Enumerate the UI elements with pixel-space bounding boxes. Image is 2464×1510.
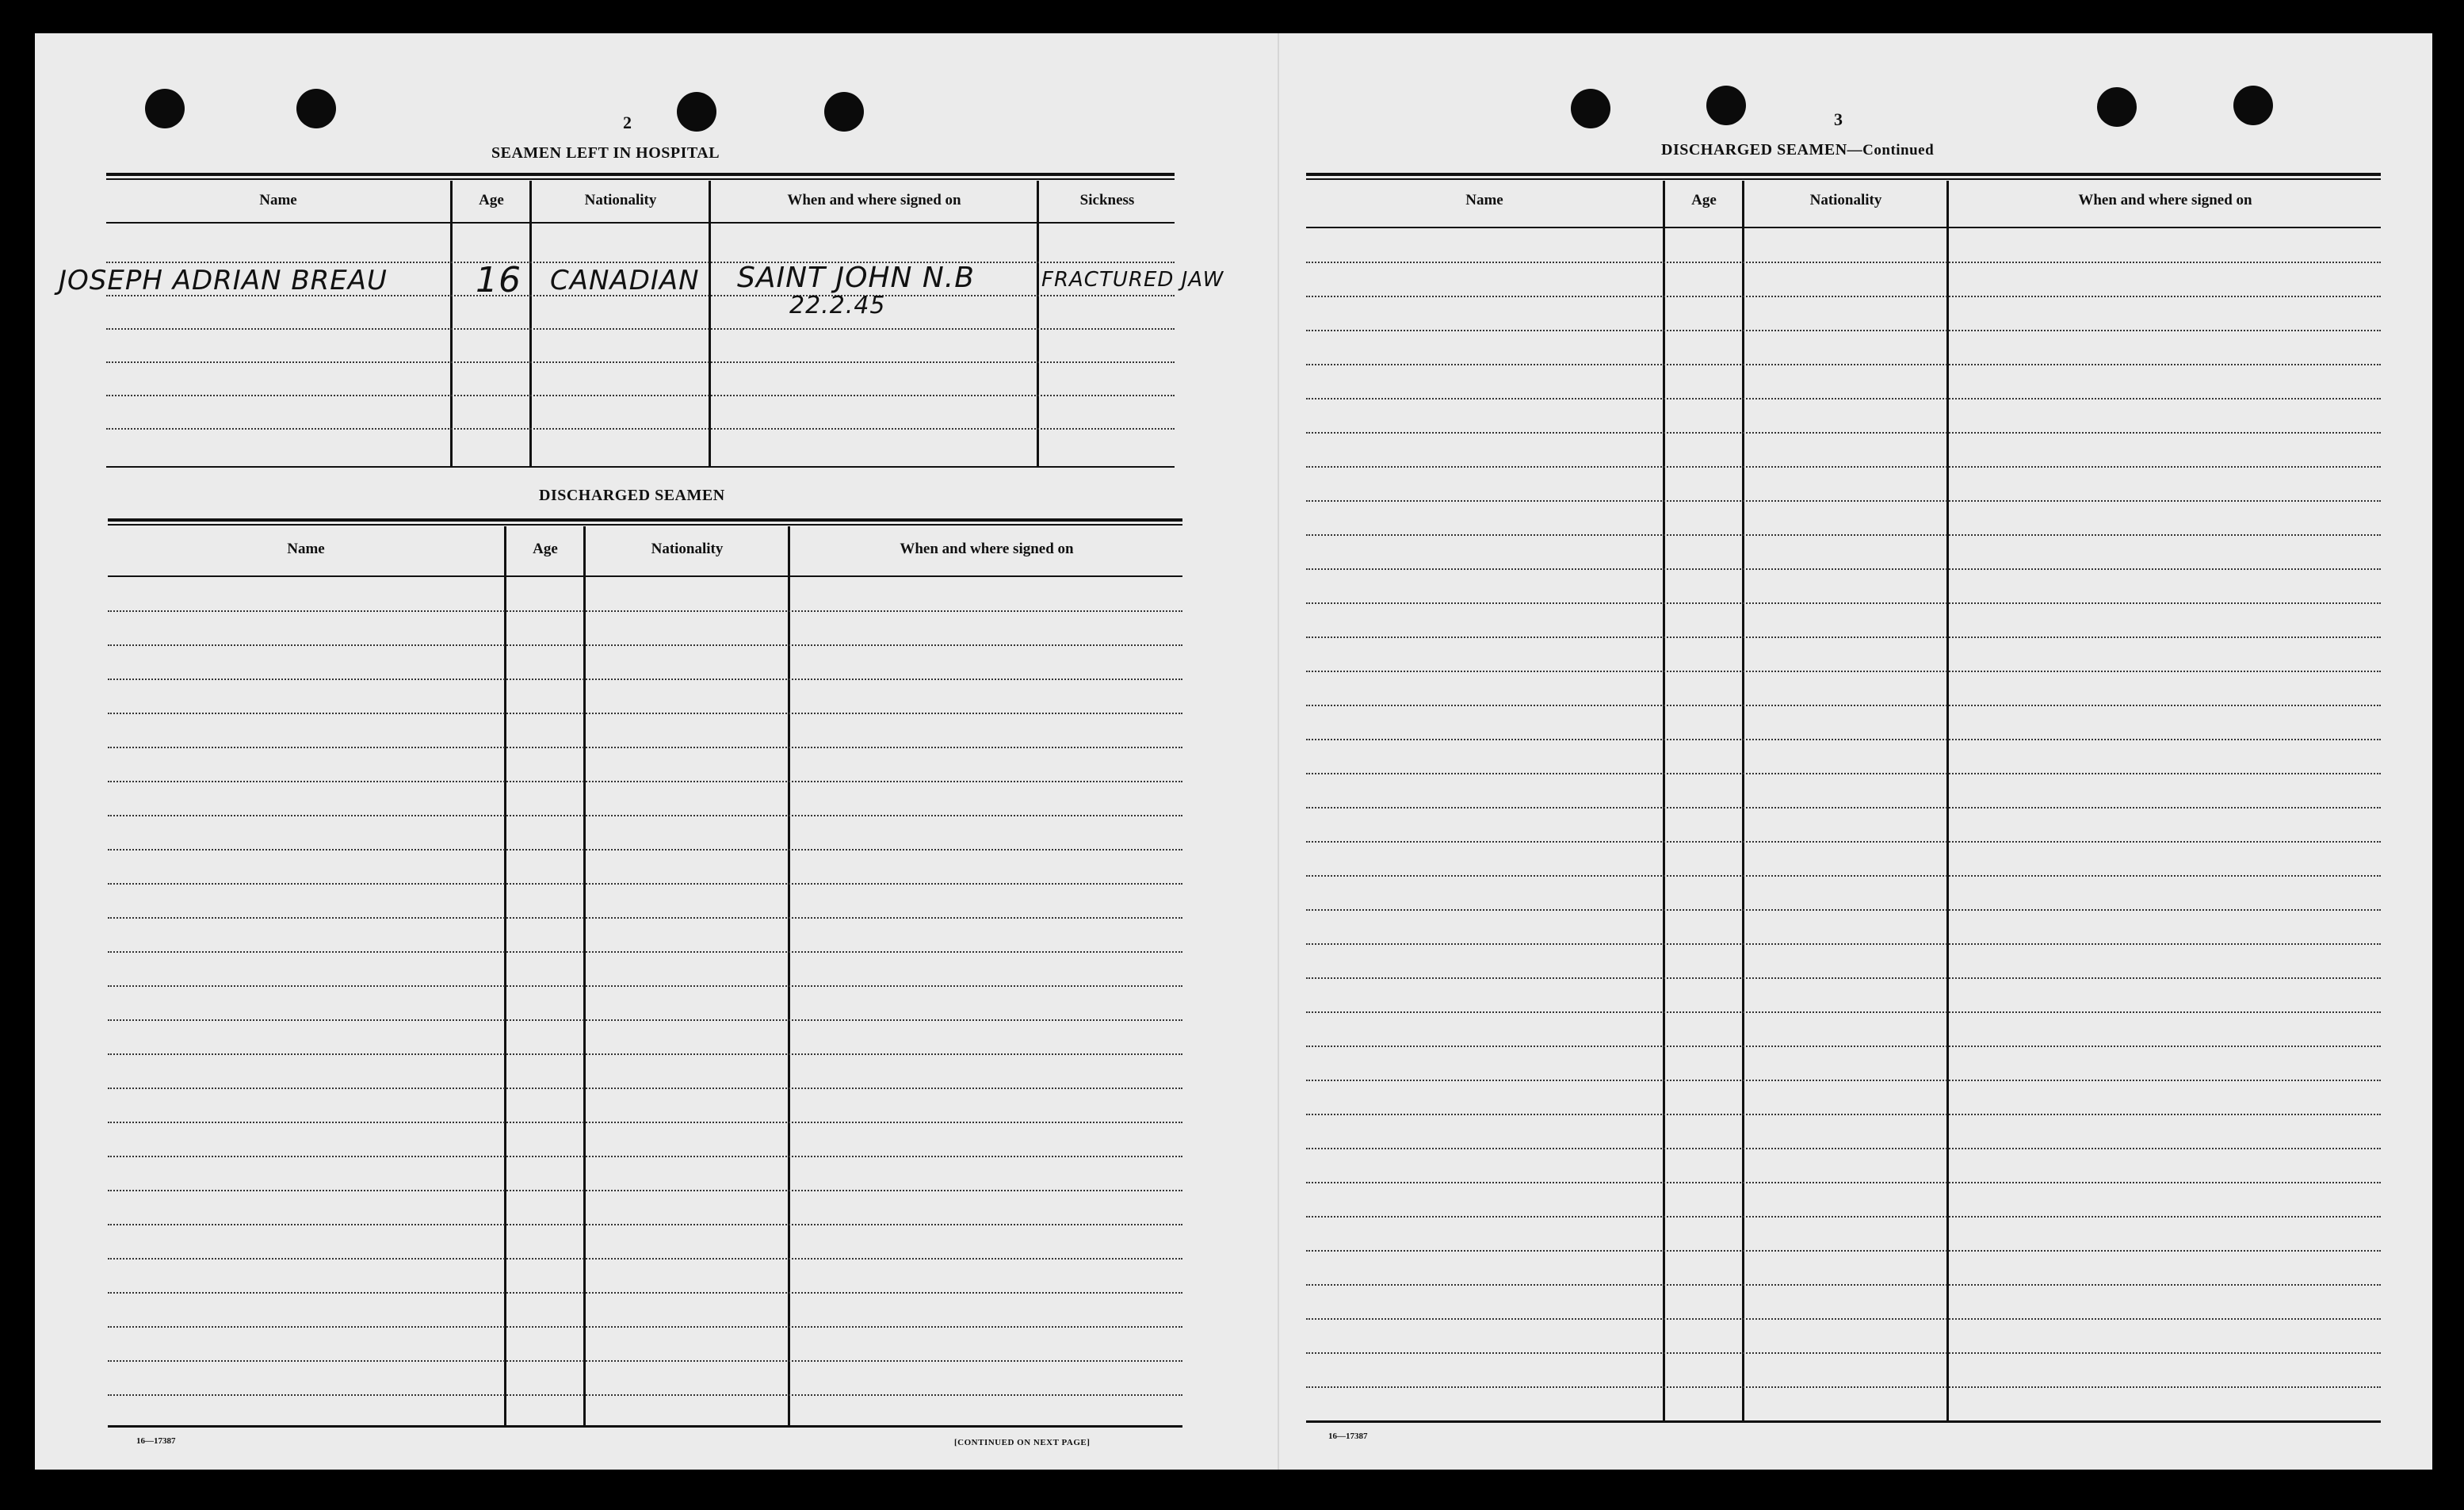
row-line <box>1306 1216 2381 1218</box>
punch-hole <box>145 89 185 128</box>
row-line <box>1306 671 2381 672</box>
row-line <box>108 1122 1182 1123</box>
hospital-section-title: SEAMEN LEFT IN HOSPITAL <box>491 144 720 162</box>
page-number: 2 <box>623 113 632 132</box>
row-line <box>1306 1011 2381 1013</box>
col-header-name: Name <box>287 541 325 557</box>
row-line <box>108 679 1182 680</box>
title-text: DISCHARGED SEAMEN <box>1661 141 1847 159</box>
signed-on-date: 22.2.45 <box>789 292 886 319</box>
row-line <box>1306 602 2381 604</box>
row-line <box>1306 1046 2381 1047</box>
row-line <box>108 1326 1182 1328</box>
seaman-nationality: CANADIAN <box>550 265 700 296</box>
row-line <box>1306 1284 2381 1286</box>
rule <box>106 466 1175 468</box>
row-line <box>1306 432 2381 434</box>
row-line <box>108 1053 1182 1055</box>
row-line <box>1306 398 2381 399</box>
row-line <box>108 644 1182 646</box>
row-line <box>108 951 1182 953</box>
row-line <box>108 985 1182 987</box>
row-line <box>1306 262 2381 263</box>
column-divider <box>529 181 532 468</box>
column-divider <box>1742 181 1744 1422</box>
row-line <box>1306 1114 2381 1115</box>
signed-on-place: SAINT JOHN N.B <box>737 262 975 294</box>
row-line <box>1306 739 2381 740</box>
column-divider <box>1946 181 1949 1422</box>
continued-note: [CONTINUED ON NEXT PAGE] <box>954 1438 1091 1447</box>
col-header-nationality: Nationality <box>584 192 657 208</box>
row-line <box>1306 534 2381 536</box>
page-fold <box>1278 33 1279 1470</box>
row-line <box>1306 773 2381 774</box>
row-line <box>1306 1352 2381 1354</box>
row-line <box>1306 807 2381 809</box>
column-divider <box>1037 181 1039 468</box>
row-line <box>1306 466 2381 468</box>
punch-hole <box>1571 89 1610 128</box>
row-line <box>108 1292 1182 1294</box>
col-header-nationality: Nationality <box>651 541 724 557</box>
rule <box>108 518 1182 522</box>
rule <box>1306 178 2381 180</box>
row-line <box>1306 1182 2381 1183</box>
row-line <box>1306 568 2381 570</box>
discharged-section-title: DISCHARGED SEAMEN <box>539 487 725 504</box>
row-line <box>108 917 1182 919</box>
rule <box>1306 173 2381 176</box>
row-line <box>106 428 1175 430</box>
discharged-continued-title <box>1661 141 1934 159</box>
row-line <box>108 713 1182 714</box>
row-line <box>108 1394 1182 1396</box>
row-line <box>106 361 1175 363</box>
row-line <box>1306 500 2381 502</box>
col-header-signed-on: When and where signed on <box>900 541 1074 557</box>
col-header-age: Age <box>1691 192 1717 208</box>
column-divider <box>450 181 453 468</box>
col-header-age: Age <box>533 541 558 557</box>
row-line <box>108 849 1182 851</box>
sickness: FRACTURED JAW <box>1041 268 1224 292</box>
row-line <box>106 262 1175 263</box>
col-header-sickness: Sickness <box>1079 192 1135 208</box>
row-line <box>1306 1148 2381 1149</box>
rule <box>1306 1420 2381 1423</box>
row-line <box>108 815 1182 816</box>
col-header-age: Age <box>479 192 504 208</box>
punch-hole <box>2097 87 2137 127</box>
row-line <box>108 1360 1182 1362</box>
punch-hole <box>824 92 864 132</box>
row-line <box>1306 1318 2381 1320</box>
column-divider <box>709 181 711 468</box>
form-number: 16—17387 <box>1328 1432 1368 1441</box>
row-line <box>108 883 1182 885</box>
seaman-age: 16 <box>476 260 521 300</box>
row-line <box>1306 330 2381 331</box>
page-number: 3 <box>1834 109 1843 129</box>
col-header-signed-on: When and where signed on <box>787 192 961 208</box>
row-line <box>1306 1080 2381 1081</box>
row-line <box>108 1190 1182 1191</box>
row-line <box>1306 705 2381 706</box>
punch-hole <box>2233 86 2273 125</box>
row-line <box>1306 296 2381 297</box>
rule <box>108 1425 1182 1428</box>
punch-hole <box>677 92 716 132</box>
document-sheet <box>35 33 2432 1470</box>
row-line <box>1306 1250 2381 1252</box>
rule <box>1306 227 2381 228</box>
row-line <box>108 610 1182 612</box>
punch-hole <box>296 89 336 128</box>
row-line <box>108 1088 1182 1089</box>
row-line <box>1306 977 2381 979</box>
col-header-name: Name <box>259 192 297 208</box>
row-line <box>108 1224 1182 1225</box>
row-line <box>1306 841 2381 843</box>
form-number: 16—17387 <box>136 1436 176 1446</box>
col-header-name: Name <box>1465 192 1503 208</box>
punch-hole <box>1706 86 1746 125</box>
rule <box>106 173 1175 176</box>
row-line <box>1306 1386 2381 1388</box>
col-header-signed-on: When and where signed on <box>2078 192 2252 208</box>
row-line <box>106 328 1175 330</box>
row-line <box>108 1019 1182 1021</box>
row-line <box>108 1156 1182 1157</box>
column-divider <box>1663 181 1665 1422</box>
title-suffix: —Continued <box>1847 142 1935 159</box>
row-line <box>108 1258 1182 1260</box>
row-line <box>1306 364 2381 365</box>
row-line <box>1306 943 2381 945</box>
row-line <box>106 395 1175 396</box>
rule <box>106 178 1175 180</box>
row-line <box>1306 636 2381 638</box>
seaman-name: JOSEPH ADRIAN BREAU <box>59 265 388 296</box>
col-header-nationality: Nationality <box>1809 192 1882 208</box>
rule <box>106 222 1175 224</box>
row-line <box>1306 875 2381 877</box>
rule <box>108 575 1182 577</box>
row-line <box>1306 909 2381 911</box>
row-line <box>108 781 1182 782</box>
rule <box>108 524 1182 526</box>
row-line <box>108 747 1182 748</box>
